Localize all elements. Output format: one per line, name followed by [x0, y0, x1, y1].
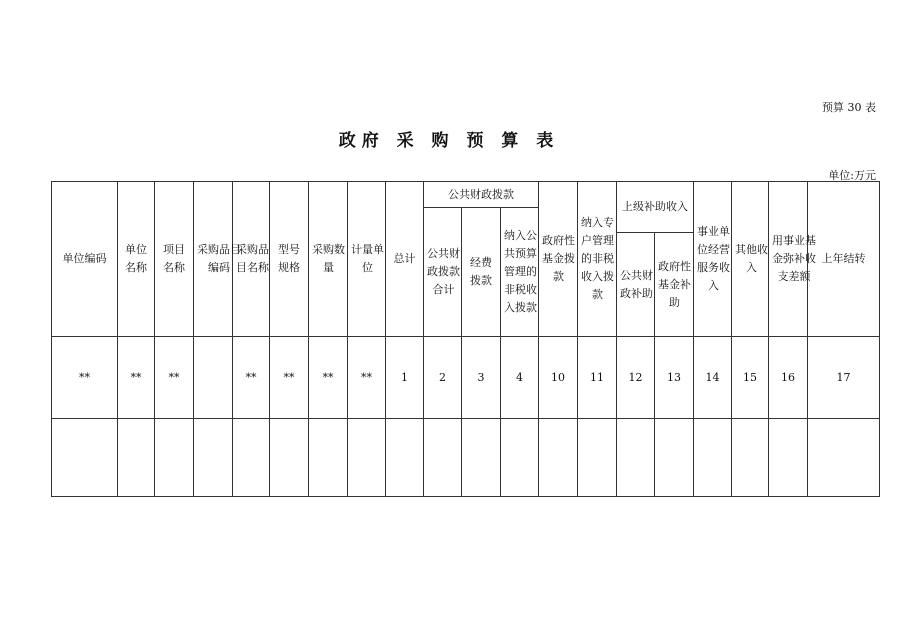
table-cell: 13	[655, 337, 694, 419]
table-cell-empty	[462, 419, 501, 497]
table-cell: 12	[617, 337, 655, 419]
page-title: 政府 采 购 预 算 表	[338, 131, 560, 151]
table-cell-empty	[118, 419, 155, 497]
table-cell	[194, 337, 233, 419]
table-row	[52, 337, 880, 419]
table-cell: 14	[694, 337, 732, 419]
table-cell: **	[270, 337, 309, 419]
table-cell-empty	[732, 419, 769, 497]
table-cell: 10	[539, 337, 578, 419]
table-cell: **	[155, 337, 194, 419]
table-cell-empty	[348, 419, 386, 497]
table-cell-empty	[155, 419, 194, 497]
header-measure-unit: 计量单位	[348, 182, 386, 337]
table-cell-empty	[233, 419, 270, 497]
header-item-name: 采购品目名称	[233, 182, 270, 337]
table-cell-empty	[52, 419, 118, 497]
header-project-name: 项目名称	[155, 182, 194, 337]
table-cell-empty	[655, 419, 694, 497]
header-unit-code: 单位编码	[52, 182, 118, 337]
header-business-income: 事业单位经营服务收入	[694, 182, 732, 337]
table-cell-empty	[270, 419, 309, 497]
table-cell: **	[233, 337, 270, 419]
table-cell-empty	[539, 419, 578, 497]
header-unit-name: 单位名称	[118, 182, 155, 337]
header-pf-funding: 经费拨款	[462, 208, 501, 337]
table-cell: 2	[424, 337, 462, 419]
table-cell: 1	[386, 337, 424, 419]
table-cell-empty	[424, 419, 462, 497]
header-item-code: 采购品目编码	[194, 182, 233, 337]
table-cell: **	[118, 337, 155, 419]
table-cell-empty	[694, 419, 732, 497]
table-cell: 4	[501, 337, 539, 419]
table-cell-empty	[386, 419, 424, 497]
table-cell: **	[309, 337, 348, 419]
header-us-public: 公共财政补助	[617, 233, 655, 337]
header-fund-offset: 用事业基金弥补收支差额	[769, 182, 808, 337]
table-cell: 3	[462, 337, 501, 419]
table-cell-empty	[309, 419, 348, 497]
budget-table	[51, 181, 880, 497]
table-cell: 11	[578, 337, 617, 419]
header-total: 总计	[386, 182, 424, 337]
form-number: 预算 30 表	[822, 101, 876, 114]
table-cell-empty	[769, 419, 808, 497]
table-row-empty	[52, 419, 880, 497]
header-quantity: 采购数量	[309, 182, 348, 337]
table-cell-empty	[808, 419, 880, 497]
header-us-fund: 政府性基金补助	[655, 233, 694, 337]
header-pf-nontax: 纳入公共预算管理的非税收入拨款	[501, 208, 539, 337]
table-cell: 17	[808, 337, 880, 419]
table-cell: **	[52, 337, 118, 419]
table-cell-empty	[617, 419, 655, 497]
table-cell-empty	[194, 419, 233, 497]
table-cell: 16	[769, 337, 808, 419]
header-other-income: 其他收入	[732, 182, 769, 337]
header-gov-fund: 政府性基金拨款	[539, 182, 578, 337]
table-cell-empty	[578, 419, 617, 497]
header-model-spec: 型号规格	[270, 182, 309, 337]
header-pf-total: 公共财政拨款合计	[424, 208, 462, 337]
header-carryover: 上年结转	[808, 182, 880, 337]
table-cell-empty	[501, 419, 539, 497]
table-cell: 15	[732, 337, 769, 419]
table-cell: **	[348, 337, 386, 419]
header-public-finance: 公共财政拨款	[424, 182, 539, 208]
header-special-nontax: 纳入专户管理的非税收入拨款	[578, 182, 617, 337]
unit-label: 单位:万元	[828, 169, 876, 182]
header-upper-subsidy: 上级补助收入	[617, 182, 694, 233]
